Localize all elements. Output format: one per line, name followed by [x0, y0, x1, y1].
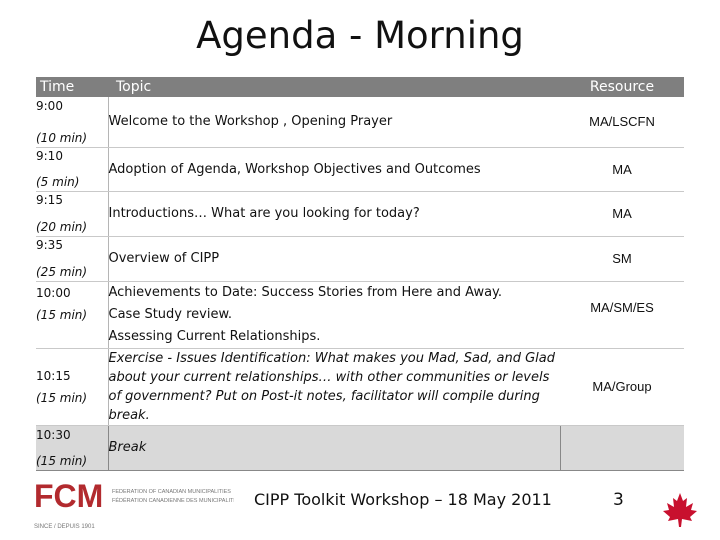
table-row	[36, 191, 684, 236]
duration-value: (5 min)	[36, 175, 80, 189]
time-value: 10:15	[36, 368, 71, 383]
topic-cell: Welcome to the Workshop , Opening Prayer	[108, 97, 560, 147]
resource-cell: MA/Group	[560, 348, 684, 425]
fcm-logo-english: FEDERATION OF CANADIAN MUNICIPALITIES	[112, 489, 231, 495]
topic-cell	[108, 281, 560, 348]
duration-value: (15 min)	[36, 453, 88, 468]
time-cell	[36, 281, 108, 348]
table-row	[36, 348, 684, 425]
time-cell	[36, 191, 108, 236]
time-value: 10:00	[36, 285, 71, 300]
table-row	[36, 97, 684, 147]
table-row	[36, 236, 684, 281]
time-value: 9:10	[36, 149, 63, 163]
duration-value: (20 min)	[36, 220, 88, 234]
table-header-row	[36, 77, 684, 97]
fcm-logo-graphic	[34, 476, 234, 532]
resource-cell: SM	[560, 236, 684, 281]
table-row-break	[36, 425, 684, 470]
resource-cell: MA	[560, 147, 684, 191]
time-cell	[36, 97, 108, 147]
page-number: 3	[613, 490, 624, 510]
time-value: 9:00	[36, 98, 63, 113]
time-value: 9:35	[36, 238, 63, 252]
topic-cell: Overview of CIPP	[108, 236, 560, 281]
resource-cell	[560, 425, 684, 470]
duration-value: (10 min)	[36, 130, 88, 145]
fcm-logo-french: FÉDÉRATION CANADIENNE DES MUNICIPALITÉS	[112, 498, 234, 504]
header-time: Time	[36, 77, 108, 97]
page-title: Agenda - Morning	[196, 14, 524, 57]
topic-line: Achievements to Date: Success Stories from Here and Away.	[108, 284, 503, 300]
duration-value: (15 min)	[36, 307, 88, 322]
fcm-logo	[34, 476, 234, 536]
resource-cell: MA	[560, 191, 684, 236]
time-cell	[36, 147, 108, 191]
topic-cell: Adoption of Agenda, Workshop Objectives and Outcomes	[108, 147, 560, 191]
time-cell	[36, 348, 108, 425]
topic-line: Assessing Current Relationships.	[108, 328, 321, 344]
table-row	[36, 147, 684, 191]
footer-text: CIPP Toolkit Workshop – 18 May 2011	[254, 490, 552, 509]
agenda-table	[36, 77, 684, 471]
maple-leaf-icon	[660, 490, 700, 534]
header-topic: Topic	[108, 77, 560, 97]
time-value: 9:15	[36, 193, 63, 207]
duration-value: (25 min)	[36, 265, 88, 279]
resource-cell: MA/LSCFN	[560, 97, 684, 147]
topic-cell: Exercise - Issues Identification: What makes you Mad, Sad, and Glad about your current relationships… with other communities or levels of government? Put on Post-it notes, facilitator will compile during break.	[108, 348, 560, 425]
time-cell	[36, 425, 108, 470]
duration-value: (15 min)	[36, 390, 88, 405]
topic-cell: Break	[108, 425, 560, 470]
topic-cell: Introductions… What are you looking for today?	[108, 191, 560, 236]
resource-cell: MA/SM/ES	[560, 281, 684, 348]
fcm-logo-letters: FCM	[34, 478, 104, 514]
time-cell	[36, 236, 108, 281]
header-resource: Resource	[560, 77, 684, 97]
topic-line: Case Study review.	[108, 306, 233, 322]
table-row	[36, 281, 684, 348]
fcm-logo-since: SINCE / DEPUIS 1901	[34, 524, 95, 530]
time-value: 10:30	[36, 427, 71, 442]
